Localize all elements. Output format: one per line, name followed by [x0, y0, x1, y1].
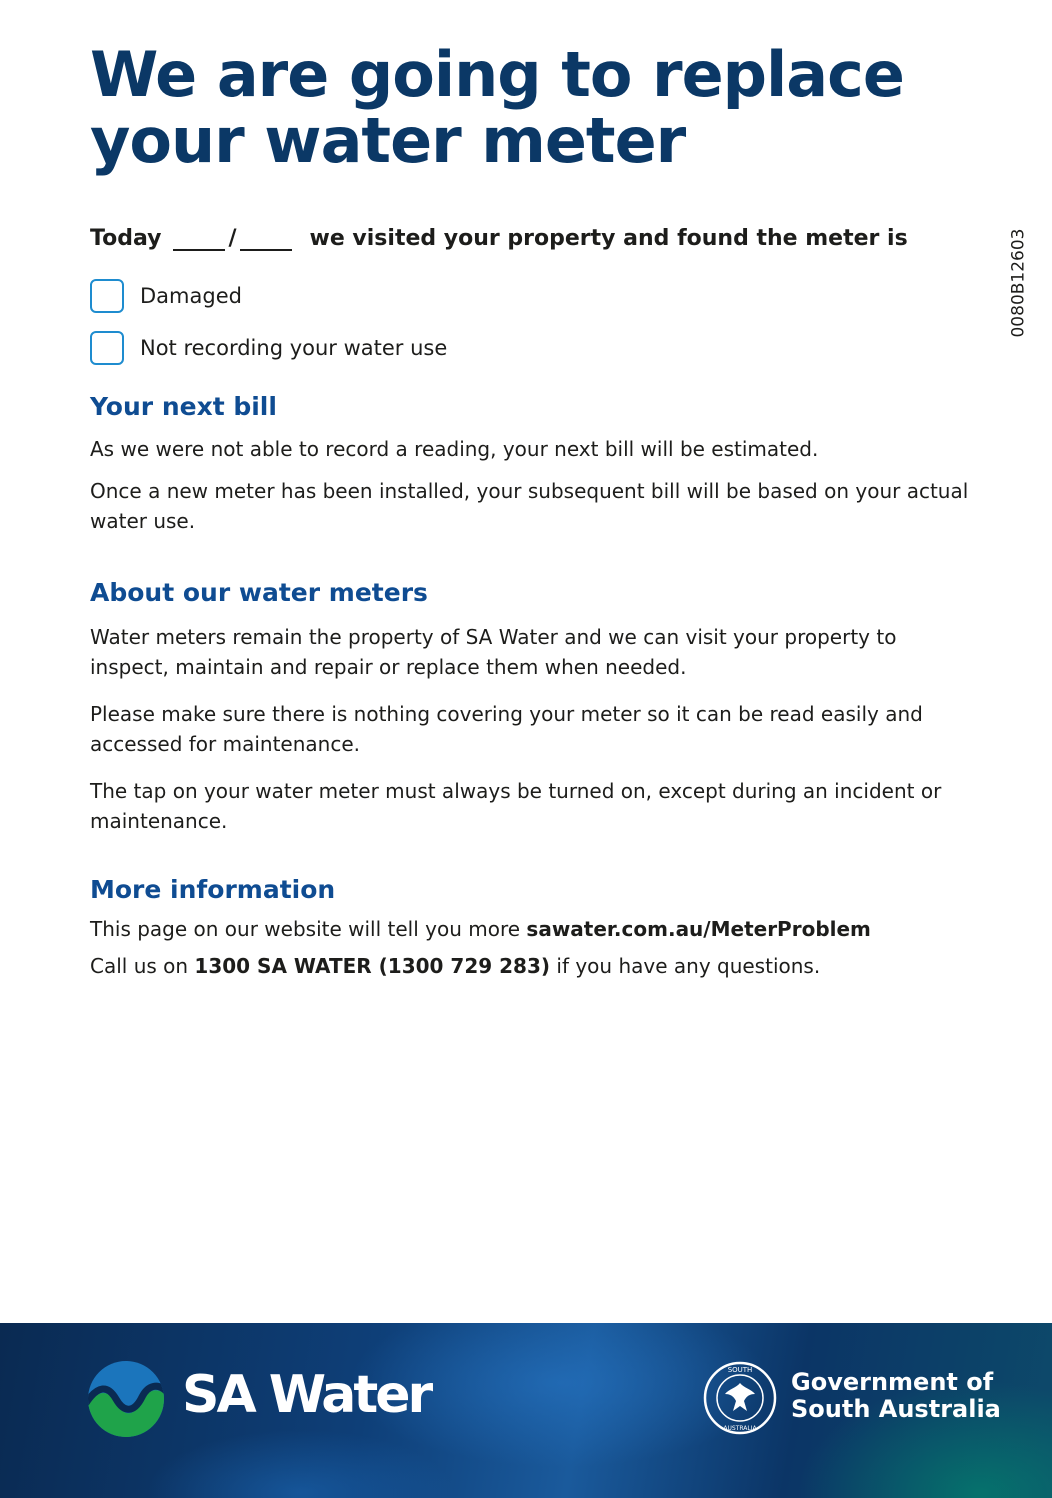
- sa-water-brand: SA Water: [182, 1365, 431, 1425]
- phone-number[interactable]: 1300 SA WATER (1300 729 283): [194, 954, 551, 978]
- option-damaged[interactable]: [90, 279, 242, 313]
- checkbox-not-recording[interactable]: [90, 331, 124, 365]
- footer-banner: [0, 1323, 1052, 1498]
- seal-bottom-text: AUSTRALIA: [723, 1425, 757, 1432]
- website-text: This page on our website will tell you more: [90, 917, 521, 941]
- about-meters-paragraph-3: The tap on your water meter must always be turned on, except during an incident or maintenance.: [90, 779, 942, 833]
- website-line: [90, 914, 970, 944]
- date-day-blank[interactable]: [173, 235, 225, 251]
- option-not-recording[interactable]: [90, 331, 447, 365]
- heading-more-info: More information: [90, 875, 336, 904]
- next-bill-paragraph-1: As we were not able to record a reading, your next bill will be estimated.: [90, 437, 819, 461]
- page-title: We are going to replace your water meter: [90, 38, 904, 177]
- about-meters-paragraph-1: Water meters remain the property of SA Water and we can visit your property to inspect, maintain and repair or replace them when needed.: [90, 625, 897, 679]
- next-bill-paragraph-2: Once a new meter has been installed, your subsequent bill will be based on your actual water use.: [90, 479, 969, 533]
- option-damaged-label: Damaged: [140, 284, 242, 308]
- government-line-2: South Australia: [791, 1395, 1001, 1423]
- website-url-link[interactable]: sawater.com.au/MeterProblem: [526, 917, 871, 941]
- date-month-blank[interactable]: [240, 235, 292, 251]
- document-code-text: 0080B12603: [1008, 228, 1029, 338]
- visit-statement: [90, 226, 908, 251]
- seal-top-text: SOUTH: [727, 1366, 753, 1374]
- government-line-1: Government of: [791, 1368, 994, 1396]
- sa-water-logo-icon: [86, 1359, 166, 1439]
- document-code: [1003, 228, 1033, 338]
- south-australia-seal-icon: [703, 1361, 777, 1435]
- call-suffix: if you have any questions.: [556, 954, 821, 978]
- heading-about-meters: About our water meters: [90, 578, 428, 607]
- government-name: [791, 1369, 1001, 1423]
- option-not-recording-label: Not recording your water use: [140, 336, 448, 360]
- about-meters-paragraph-2: Please make sure there is nothing covering your meter so it can be read easily and accessed for maintenance.: [90, 702, 923, 756]
- date-field[interactable]: [173, 226, 291, 251]
- visit-statement-text: we visited your property and found the meter is: [309, 226, 908, 251]
- heading-next-bill: Your next bill: [90, 392, 277, 421]
- today-label: Today: [90, 226, 162, 251]
- call-line: [90, 951, 970, 981]
- call-prefix: Call us on: [90, 954, 189, 978]
- date-separator: /: [228, 226, 237, 251]
- checkbox-damaged[interactable]: [90, 279, 124, 313]
